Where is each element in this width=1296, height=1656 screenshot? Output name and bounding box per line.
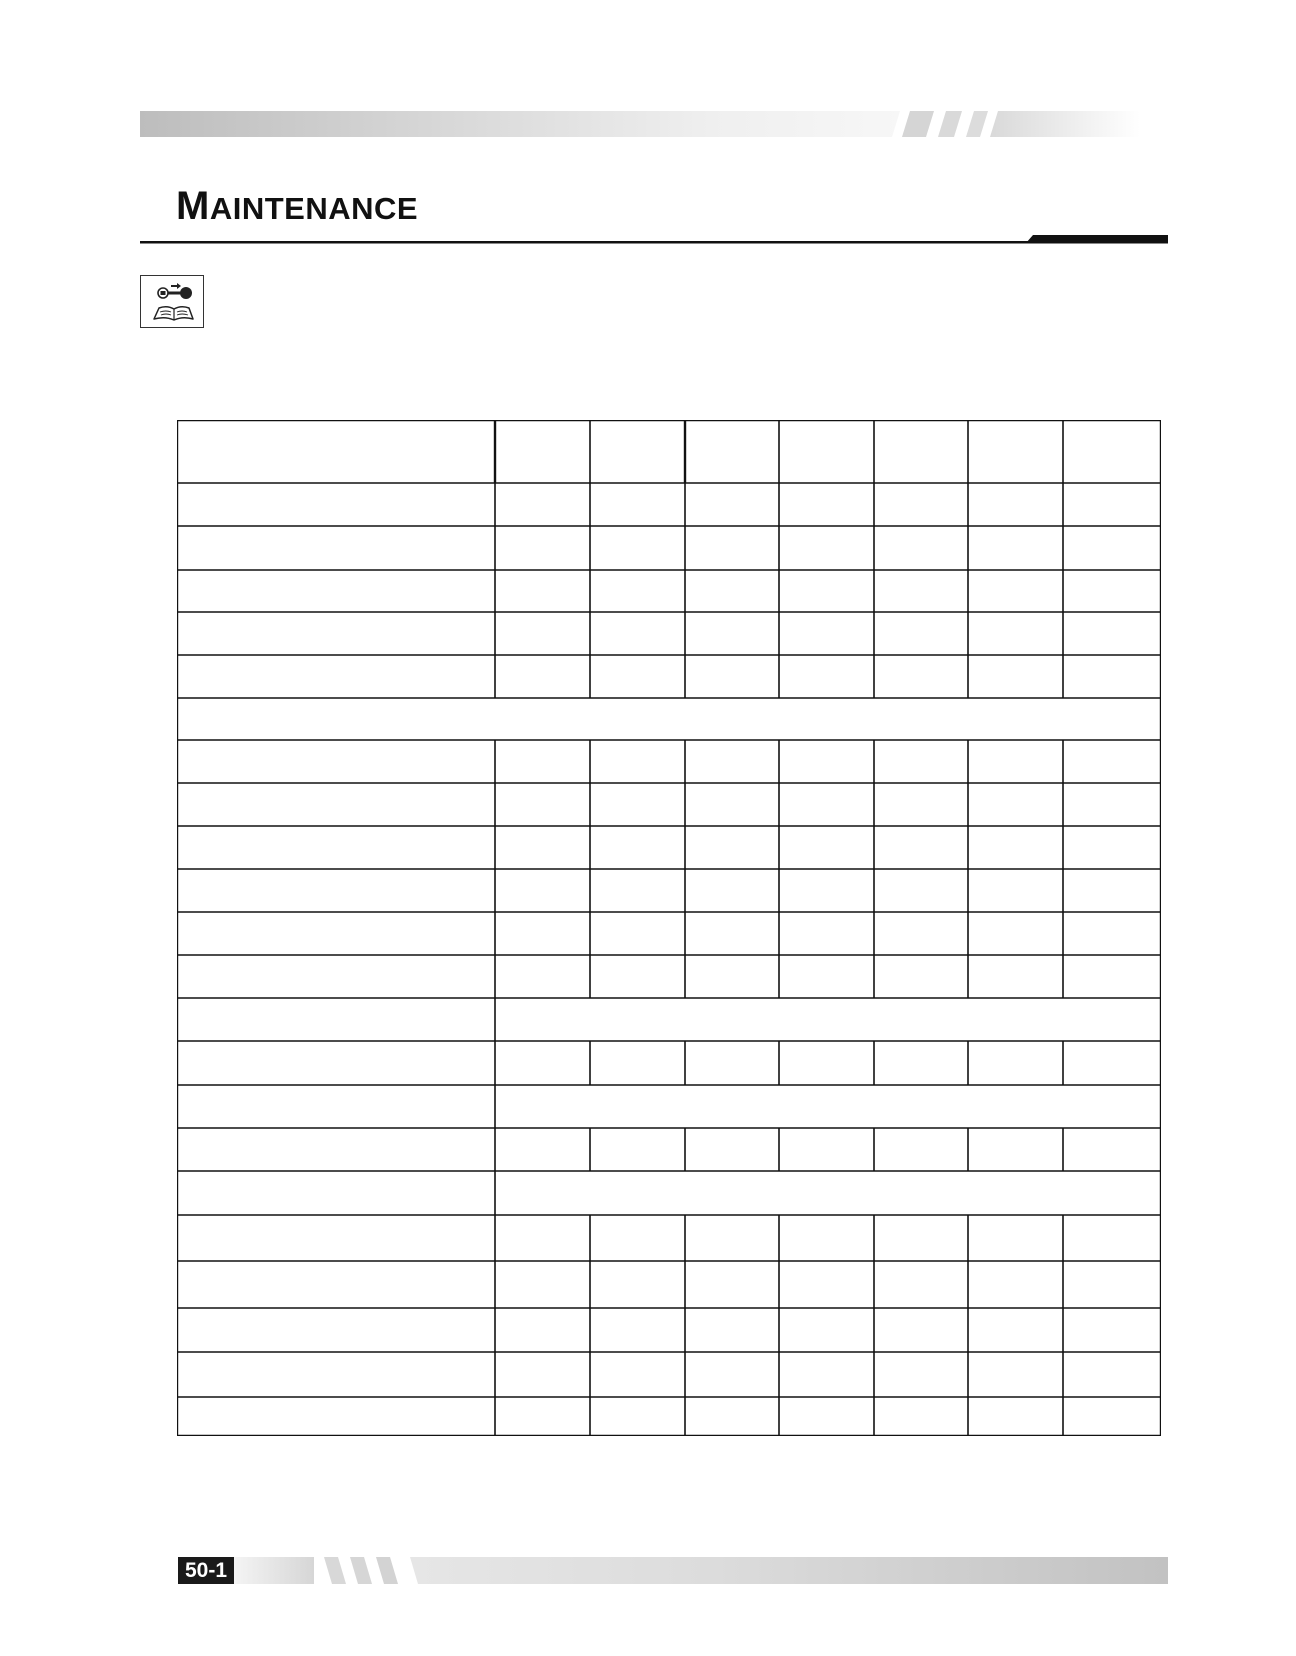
page-title-rest: AINTENANCE — [209, 191, 419, 226]
header-gradient-band — [140, 111, 1164, 137]
key-and-open-book-icon — [140, 275, 204, 328]
title-rule — [140, 233, 1168, 247]
page-title — [176, 184, 418, 229]
footer-gradient-band — [178, 1557, 1168, 1584]
page-title-initial: M — [176, 184, 210, 228]
maintenance-schedule-table — [177, 420, 1161, 1436]
maintenance-schedule-grid — [177, 420, 1161, 1436]
page-number: 50-1 — [178, 1557, 234, 1584]
